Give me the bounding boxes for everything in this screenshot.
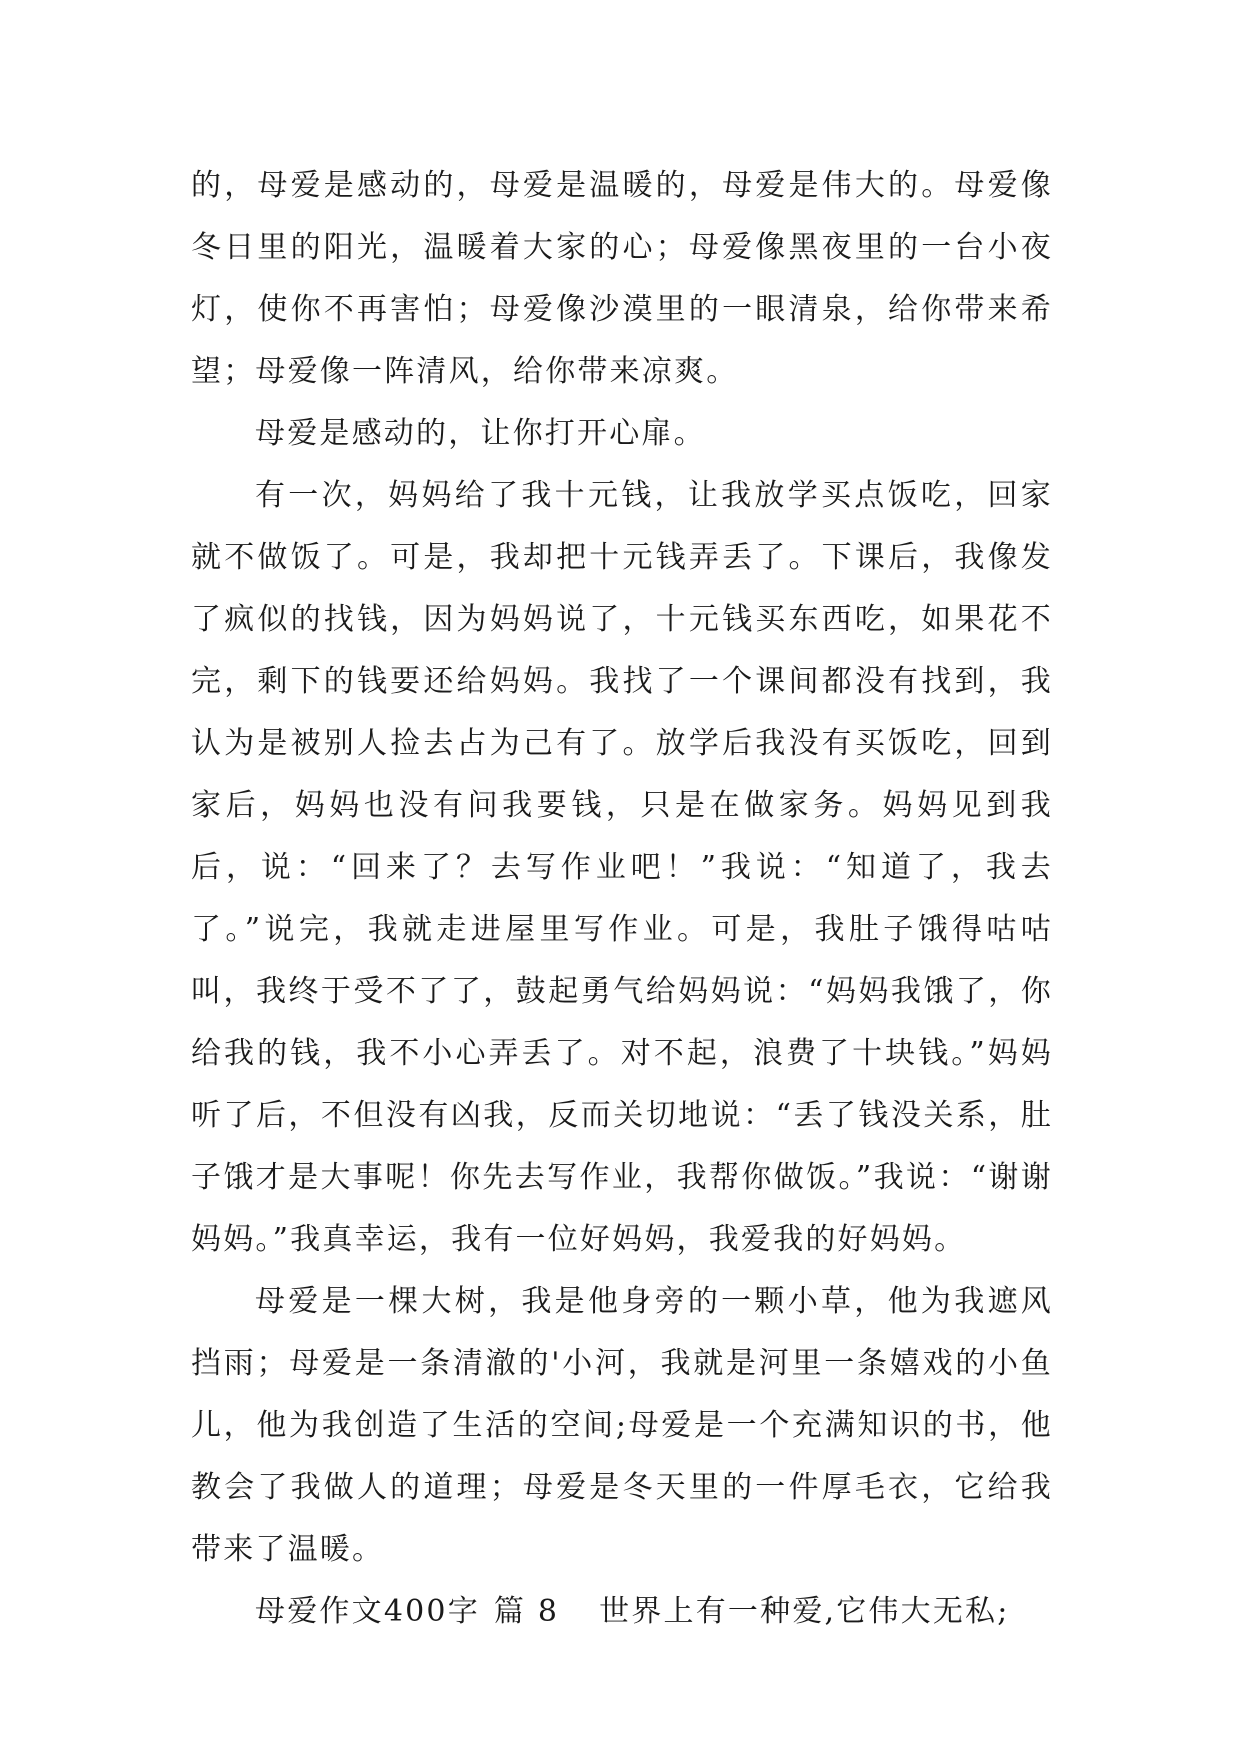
section-number: 篇 8 (493, 1594, 560, 1629)
paragraph-1: 的，母爱是感动的，母爱是温暖的，母爱是伟大的。母爱像冬日里的阳光，温暖着大家的心；母爱像黑夜里的一台小夜灯，使你不再害怕；母爱像沙漠里的一眼清泉，给你带来希望；母爱像一阵清风，给你带来凉爽。 (191, 168, 1053, 389)
section-title: 母爱作文 (255, 1594, 384, 1629)
section-opening-text: 世界上有一种爱,它伟大无私; (599, 1594, 1010, 1629)
paragraph-2: 母爱是感动的，让你打开心扉。 (255, 416, 706, 451)
section-heading-line (191, 1581, 1053, 1643)
paragraph-3: 有一次，妈妈给了我十元钱，让我放学买点饭吃，回家就不做饭了。可是，我却把十元钱弄丢了。下课后，我像发了疯似的找钱，因为妈妈说了，十元钱买东西吃，如果花不完，剩下的钱要还给妈妈。我找了一个课间都没有找到，我认为是被别人捡去占为己有了。放学后我没有买饭吃，回到家后，妈妈也没有问我要钱，只是在做家务。妈妈见到我后，说：“回来了？去写作业吧！”我说：“知道了，我去了。”说完，我就走进屋里写作业。可是，我肚子饿得咕咕叫，我终于受不了了，鼓起勇气给妈妈说：“妈妈我饿了，你给我的钱，我不小心弄丢了。对不起，浪费了十块钱。”妈妈听了后，不但没有凶我，反而关切地说：“丢了钱没关系，肚子饿才是大事呢！你先去写作业，我帮你做饭。”我说：“谢谢妈妈。”我真幸运，我有一位好妈妈，我爱我的好妈妈。 (191, 478, 1053, 1257)
word-count-unit: 字 (447, 1594, 480, 1629)
essay-body (191, 155, 1053, 1643)
word-count: 400 (383, 1594, 448, 1629)
paragraph-4: 母爱是一棵大树，我是他身旁的一颗小草，他为我遮风挡雨；母爱是一条清澈的'小河，我就是河里一条嬉戏的小鱼儿，他为我创造了生活的空间;母爱是一个充满知识的书，他教会了我做人的道理；母爱是冬天里的一件厚毛衣，它给我带来了温暖。 (191, 1284, 1053, 1567)
